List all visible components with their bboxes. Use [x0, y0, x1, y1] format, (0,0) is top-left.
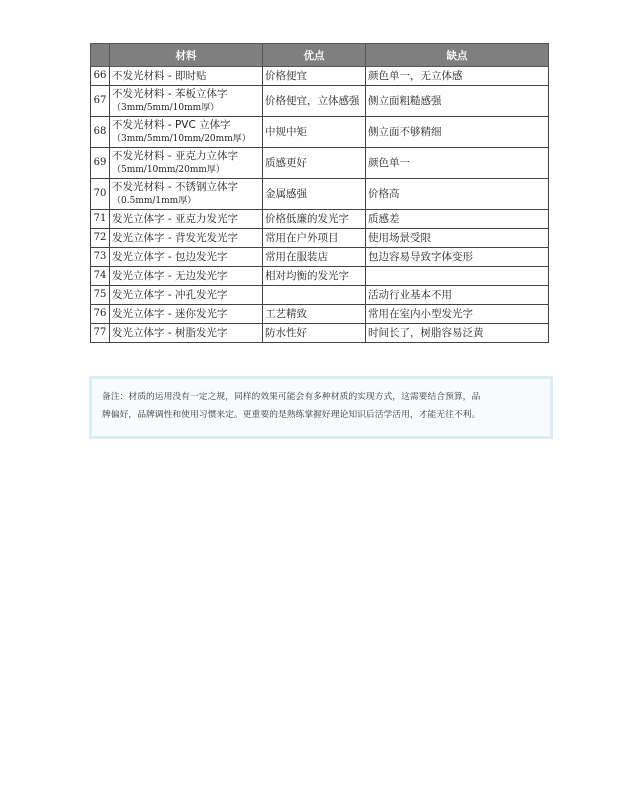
material-cell: 发光立体字 - 树脂发光字	[110, 324, 263, 343]
row-number: 77	[91, 324, 110, 343]
note-box	[89, 376, 553, 439]
row-number: 71	[91, 210, 110, 229]
header-number	[91, 44, 110, 67]
row-number: 72	[91, 229, 110, 248]
row-number: 70	[91, 179, 110, 210]
table-row	[91, 86, 549, 117]
table-row	[91, 286, 549, 305]
pros-cell: 价格便宜，立体感强	[263, 86, 366, 117]
material-cell: 发光立体字 - 包边发光字	[110, 248, 263, 267]
material-spec: （0.5mm/1mm厚）	[112, 196, 197, 206]
material-cell	[110, 117, 263, 148]
materials-table	[90, 43, 549, 343]
material-cell	[110, 179, 263, 210]
pros-cell: 价格低廉的发光字	[263, 210, 366, 229]
table-row	[91, 148, 549, 179]
material-cell	[110, 86, 263, 117]
pros-cell: 中规中矩	[263, 117, 366, 148]
cons-cell: 常用在室内小型发光字	[366, 305, 549, 324]
material-cell: 不发光材料 - 即时贴	[110, 67, 263, 86]
material-cell: 发光立体字 - 亚克力发光字	[110, 210, 263, 229]
cons-cell: 包边容易导致字体变形	[366, 248, 549, 267]
cons-cell: 价格高	[366, 179, 549, 210]
row-number: 74	[91, 267, 110, 286]
pros-cell: 相对均衡的发光字	[263, 267, 366, 286]
pros-cell: 工艺精致	[263, 305, 366, 324]
row-number: 69	[91, 148, 110, 179]
material-name: 不发光材料 - PVC 立体字	[112, 119, 231, 131]
pros-cell	[263, 286, 366, 305]
material-cell	[110, 148, 263, 179]
cons-cell	[366, 267, 549, 286]
pros-cell: 常用在服装店	[263, 248, 366, 267]
table-row	[91, 248, 549, 267]
note-line: 备注：材质的运用没有一定之规，同样的效果可能会有多种材质的实现方式，这需要结合预算，品	[102, 392, 481, 402]
row-number: 68	[91, 117, 110, 148]
cons-cell: 侧立面粗糙感强	[366, 86, 549, 117]
table-row	[91, 324, 549, 343]
header-material: 材料	[110, 44, 263, 67]
pros-cell: 金属感强	[263, 179, 366, 210]
cons-cell: 颜色单一，无立体感	[366, 67, 549, 86]
material-cell: 发光立体字 - 无边发光字	[110, 267, 263, 286]
table-row	[91, 229, 549, 248]
row-number: 76	[91, 305, 110, 324]
table-row	[91, 179, 549, 210]
table-header-row	[91, 44, 549, 67]
material-spec: （3mm/5mm/10mm厚）	[112, 103, 220, 113]
table-row	[91, 210, 549, 229]
pros-cell: 防水性好	[263, 324, 366, 343]
pros-cell: 价格便宜	[263, 67, 366, 86]
note-line: 牌偏好，品牌调性和使用习惯来定。更重要的是熟练掌握好理论知识后活学活用，才能无往不利。	[102, 410, 481, 420]
cons-cell: 活动行业基本不用	[366, 286, 549, 305]
material-cell: 发光立体字 - 迷你发光字	[110, 305, 263, 324]
table-row	[91, 267, 549, 286]
cons-cell: 侧立面不够精细	[366, 117, 549, 148]
table-row	[91, 67, 549, 86]
cons-cell: 质感差	[366, 210, 549, 229]
cons-cell: 颜色单一	[366, 148, 549, 179]
header-pros: 优点	[263, 44, 366, 67]
material-name: 不发光材料 - 苯板立体字	[112, 88, 228, 100]
material-cell: 发光立体字 - 冲孔发光字	[110, 286, 263, 305]
material-spec: （5mm/10mm/20mm厚）	[112, 165, 225, 175]
row-number: 75	[91, 286, 110, 305]
row-number: 73	[91, 248, 110, 267]
material-cell: 发光立体字 - 背发光发光字	[110, 229, 263, 248]
header-cons: 缺点	[366, 44, 549, 67]
cons-cell: 时间长了，树脂容易泛黄	[366, 324, 549, 343]
material-spec: （3mm/5mm/10mm/20mm厚）	[112, 134, 251, 144]
cons-cell: 使用场景受限	[366, 229, 549, 248]
pros-cell: 质感更好	[263, 148, 366, 179]
row-number: 66	[91, 67, 110, 86]
table-row	[91, 117, 549, 148]
material-name: 不发光材料 - 亚克力立体字	[112, 150, 238, 162]
table-row	[91, 305, 549, 324]
material-name: 不发光材料 - 不锈钢立体字	[112, 181, 238, 193]
pros-cell: 常用在户外项目	[263, 229, 366, 248]
row-number: 67	[91, 86, 110, 117]
